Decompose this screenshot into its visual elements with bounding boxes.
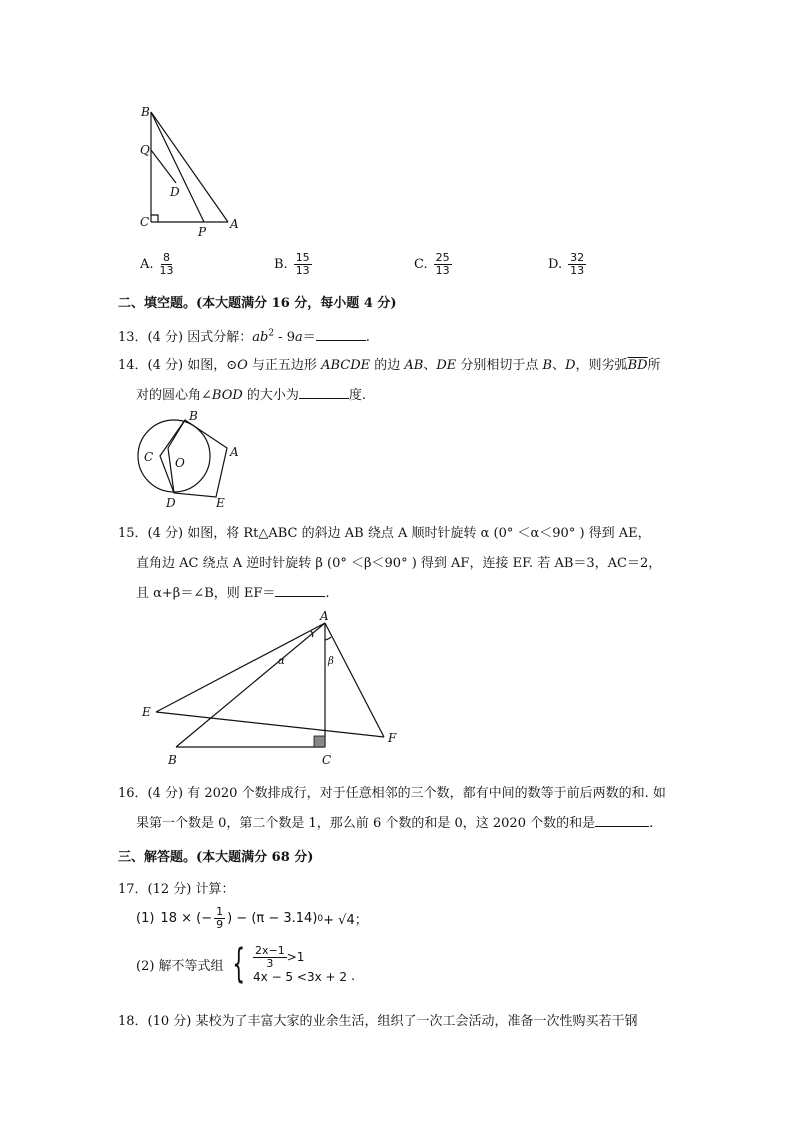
question-15-line-2: 直角边 AC 绕点 A 逆时针旋转 β (0° ＜β＜90° ) 得到 AF，连接 EF. 若 AB＝3，AC＝2， xyxy=(136,556,662,571)
segment-af xyxy=(325,623,384,737)
label-o: O xyxy=(175,456,185,470)
inequality-system: $\frac{2x-1}{3}$ >1 4x − 5 <3x + 2 xyxy=(253,943,347,984)
label-a: A xyxy=(320,609,329,623)
question-15-line-3: 且 α+β＝∠B，则 EF＝ . xyxy=(136,586,330,601)
option-c-fraction: $\frac{25}{13}$ xyxy=(435,251,450,277)
figure-q14 xyxy=(134,406,254,510)
segment-ba xyxy=(151,112,228,222)
question-17-part-2: (2) 解不等式组 { $\frac{2x-1}{3}$ >1 4x − 5 <3x + 2 . xyxy=(136,941,356,987)
label-b: B xyxy=(189,409,198,423)
option-d[interactable]: D. $\frac{32}{13}$ xyxy=(548,251,585,277)
figure-q12 xyxy=(136,100,256,240)
right-angle-mark xyxy=(314,736,325,747)
option-b-fraction: $\frac{15}{13}$ xyxy=(295,251,310,277)
question-15-line-1: 15．(4 分) 如图，将 Rt△ABC 的斜边 AB 绕点 A 顺时针旋转 α (0° ＜α＜90° ) 得到 AE， xyxy=(118,526,651,541)
question-17-heading: 17．(12 分) 计算： xyxy=(118,882,235,897)
option-c[interactable]: C. $\frac{25}{13}$ xyxy=(414,251,450,277)
section-2-heading: 二、填空题。(本大题满分 16 分，每小题 4 分) xyxy=(118,296,397,311)
answer-blank-16[interactable] xyxy=(595,814,649,827)
question-16-line-1: 16．(4 分) 有 2020 个数排成行，对于任意相邻的三个数，都有中间的数等于前后两数的和. 如 xyxy=(118,786,666,801)
right-angle-mark xyxy=(151,215,158,222)
radius-ob xyxy=(168,420,185,448)
segment-ae xyxy=(156,623,325,712)
question-13: 13．(4 分) 因式分解：$ab^2 - 9a=$ . xyxy=(118,328,370,345)
answer-blank-13[interactable] xyxy=(316,328,366,341)
question-17-part-1: (1) 18 × (− $\frac{1}{9}$ ) − (π − 3.14) 0 + √4； xyxy=(136,905,368,931)
answer-blank-14[interactable] xyxy=(299,386,349,399)
option-b[interactable]: B. $\frac{15}{13}$ xyxy=(274,251,310,277)
segment-ef xyxy=(156,712,384,737)
label-q: Q xyxy=(140,143,150,157)
option-d-fraction: $\frac{32}{13}$ xyxy=(570,251,585,277)
label-a: A xyxy=(230,217,239,231)
brace: { xyxy=(231,941,245,987)
option-a[interactable]: A. $\frac{8}{13}$ xyxy=(140,251,174,277)
label-b: B xyxy=(141,105,150,119)
fraction-one-ninth: $\frac{1}{9}$ xyxy=(216,905,224,931)
label-a: A xyxy=(230,445,239,459)
question-16-line-2: 果第一个数是 0，第二个数是 1，那么前 6 个数的和是 0，这 2020 个数的和是 . xyxy=(136,816,654,831)
fraction-inequality: $\frac{2x-1}{3}$ xyxy=(255,943,285,970)
label-e: E xyxy=(216,496,225,510)
label-e: E xyxy=(142,705,151,719)
figure-q15 xyxy=(136,608,416,768)
answer-blank-15[interactable] xyxy=(275,584,325,597)
label-f: F xyxy=(388,731,397,745)
label-b: B xyxy=(168,753,177,767)
question-18: 18．(10 分) 某校为了丰富大家的业余生活，组织了一次工会活动，准备一次性购买若干钢 xyxy=(118,1014,638,1029)
label-c: C xyxy=(144,450,154,464)
option-a-fraction: $\frac{8}{13}$ xyxy=(159,251,174,277)
section-3-heading: 三、解答题。(本大题满分 68 分) xyxy=(118,850,314,865)
angle-beta-arc xyxy=(325,637,331,640)
question-14-line-1: 14．(4 分) 如图，⊙O 与正五边形 ABCDE 的边 AB、DE 分别相切于点 B、D，则劣弧$\overline{BD}$所 xyxy=(118,358,661,373)
segment-bp xyxy=(151,112,204,222)
label-d: D xyxy=(170,185,180,199)
label-alpha: α xyxy=(278,656,285,667)
label-beta: β xyxy=(328,656,334,667)
label-d: D xyxy=(166,496,176,510)
arc-bd: $\overline{BD}$ xyxy=(627,358,648,373)
label-c: C xyxy=(140,215,150,229)
pentagon xyxy=(160,420,227,497)
label-c: C xyxy=(322,753,332,767)
question-14-line-2: 对的圆心角∠BOD 的大小为 度. xyxy=(136,388,367,403)
label-p: P xyxy=(198,225,207,239)
